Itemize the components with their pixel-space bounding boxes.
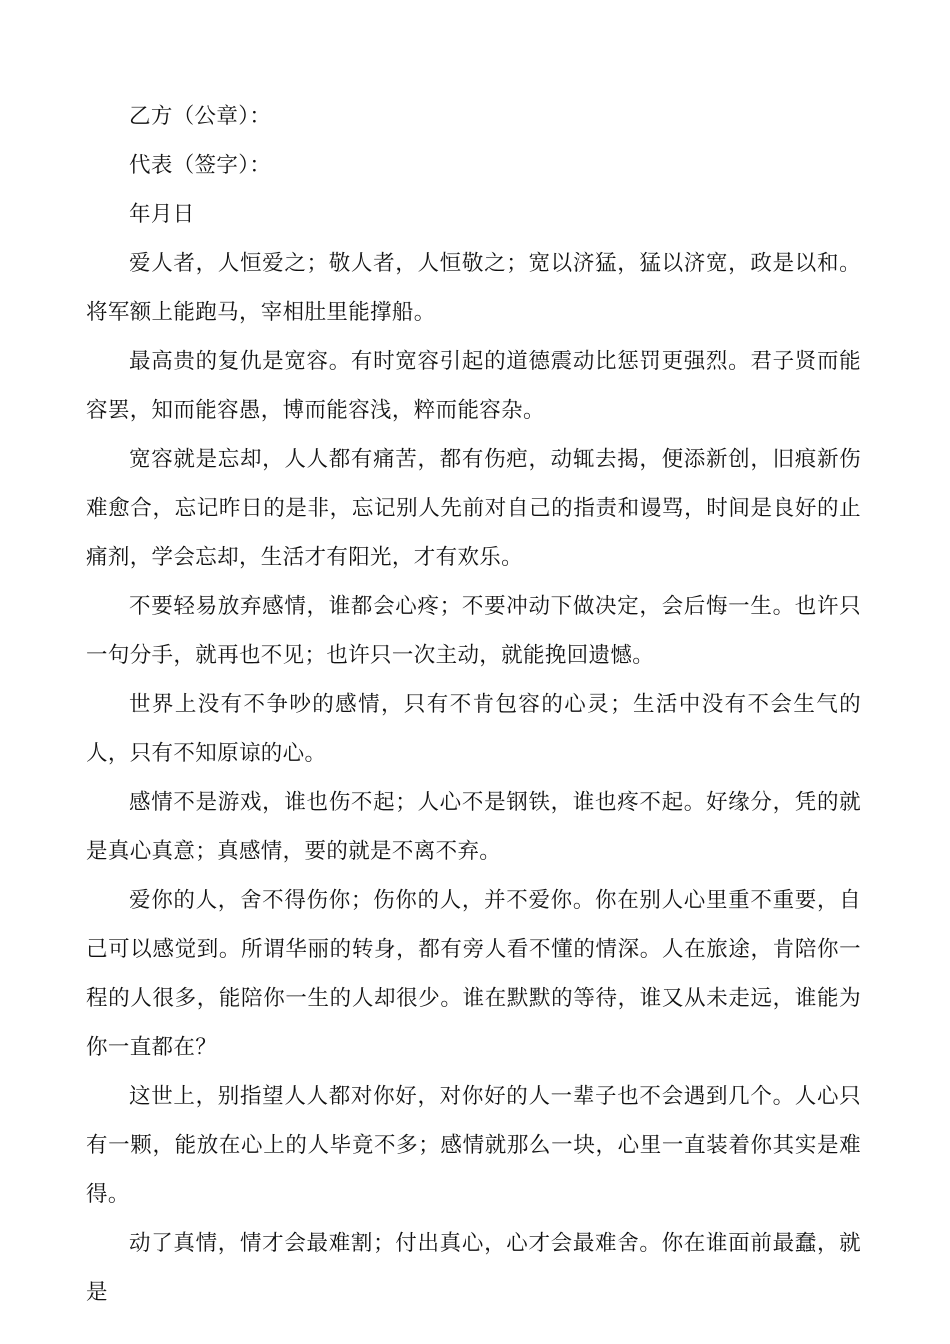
date-line: 年月日 [129,202,195,227]
paragraph: 世界上没有不争吵的感情，只有不肯包容的心灵；生活中没有不会生气的人，只有不知原谅的心。 [86,692,861,766]
paragraph: 最高贵的复仇是宽容。有时宽容引起的道德震动比惩罚更强烈。君子贤而能容罢，知而能容愚，博而能容浅，粹而能容杂。 [86,349,861,423]
representative-signature-line: 代表（签字）： [129,153,272,178]
party-b-seal-line: 乙方（公章）： [129,104,272,129]
paragraph: 动了真情，情才会最难割；付出真心，心才会最难舍。你在谁面前最蠢，就是 [86,1231,861,1305]
paragraph: 爱人者，人恒爱之；敬人者，人恒敬之；宽以济猛，猛以济宽，政是以和。将军额上能跑马，宰相肚里能撑船。 [86,251,861,325]
paragraph: 不要轻易放弃感情，谁都会心疼；不要冲动下做决定，会后悔一生。也许只一句分手，就再也不见；也许只一次主动，就能挽回遗憾。 [86,594,861,668]
paragraph: 宽容就是忘却，人人都有痛苦，都有伤疤，动辄去揭，便添新创，旧痕新伤难愈合，忘记昨日的是非，忘记别人先前对自己的指责和谩骂，时间是良好的止痛剂，学会忘却，生活才有阳光，才有欢乐。 [86,447,861,570]
paragraph: 感情不是游戏，谁也伤不起；人心不是钢铁，谁也疼不起。好缘分，凭的就是真心真意；真感情，要的就是不离不弃。 [86,790,861,864]
paragraph: 爱你的人，舍不得伤你；伤你的人，并不爱你。你在别人心里重不重要，自己可以感觉到。所谓华丽的转身，都有旁人看不懂的情深。人在旅途，肯陪你一程的人很多，能陪你一生的人却很少。谁在默默的等待，谁又从未走远，谁能为你一直都在？ [86,888,861,1060]
document-body [86,92,861,1317]
paragraph: 这世上，别指望人人都对你好，对你好的人一辈子也不会遇到几个。人心只有一颗，能放在心上的人毕竟不多；感情就那么一块，心里一直装着你其实是难得。 [86,1084,861,1207]
